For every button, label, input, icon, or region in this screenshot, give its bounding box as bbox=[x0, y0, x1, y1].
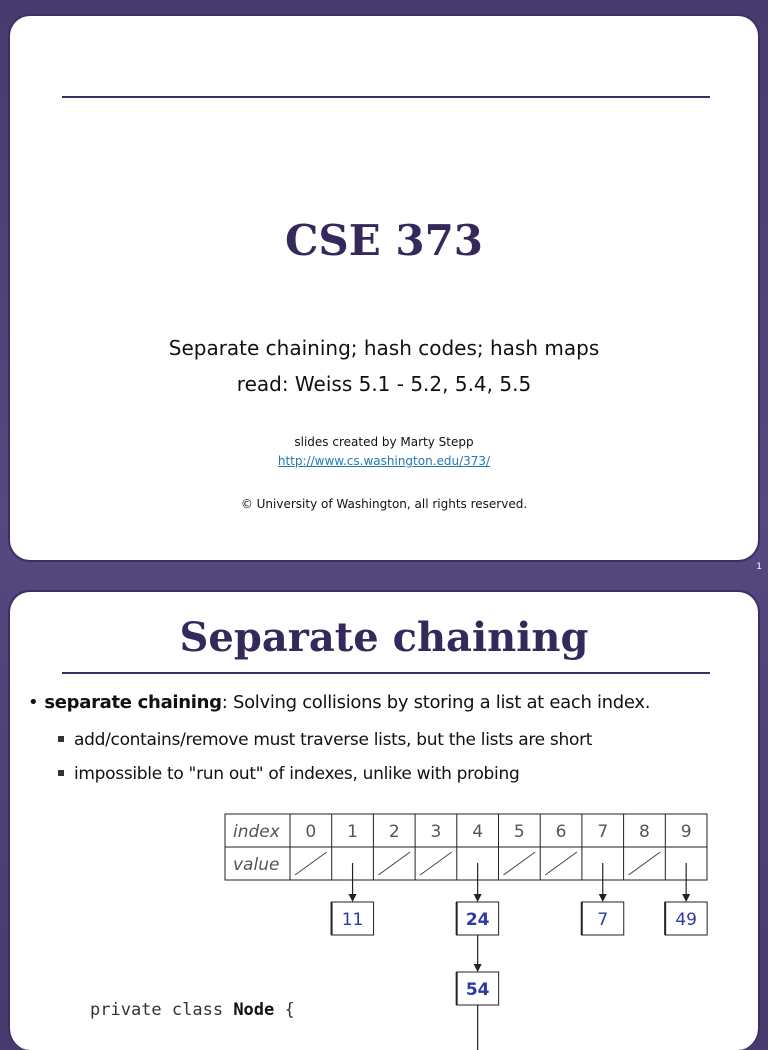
arrow-head-icon bbox=[474, 894, 482, 902]
index-cell: 2 bbox=[388, 822, 400, 842]
chain-node-value: 49 bbox=[675, 910, 697, 930]
index-cell: 1 bbox=[347, 822, 358, 842]
chain-node-value: 24 bbox=[465, 910, 490, 930]
index-cell: 6 bbox=[555, 822, 567, 842]
hash-table-diagram bbox=[10, 592, 760, 1050]
bullet-dot-icon: • bbox=[28, 692, 39, 713]
slide-title: Separate chaining bbox=[179, 614, 589, 661]
index-cell: 7 bbox=[597, 822, 609, 842]
definition-text: : Solving collisions by storing a list at each index. bbox=[221, 692, 651, 713]
node-class-code: private class Node { bbox=[90, 1000, 295, 1020]
slide-number: 1 bbox=[756, 562, 762, 572]
separate-chaining-slide bbox=[8, 590, 760, 1050]
author-credit: slides created by Marty Stepp bbox=[294, 435, 474, 449]
reading-assignment: read: Weiss 5.1 - 5.2, 5.4, 5.5 bbox=[236, 372, 532, 396]
term-bold: separate chaining bbox=[44, 692, 222, 713]
lecture-subtitle: Separate chaining; hash codes; hash maps bbox=[168, 336, 600, 360]
index-cell: 5 bbox=[513, 822, 525, 842]
title-slide bbox=[8, 14, 760, 562]
arrow-head-icon bbox=[474, 964, 482, 972]
index-cell: 4 bbox=[472, 822, 484, 842]
chain-node-value: 11 bbox=[341, 910, 364, 930]
index-cell: 8 bbox=[639, 822, 650, 842]
course-title: CSE 373 bbox=[284, 216, 484, 265]
copyright-notice: © University of Washington, all rights reserved. bbox=[240, 497, 528, 511]
title-rule bbox=[62, 96, 710, 98]
sub-bullet-text: add/contains/remove must traverse lists, but the lists are short bbox=[74, 730, 593, 750]
row-label-index: index bbox=[233, 822, 280, 842]
arrow-head-icon bbox=[682, 894, 690, 902]
index-cell: 0 bbox=[305, 822, 317, 842]
arrow-head-icon bbox=[349, 894, 357, 902]
chain-node-value: 7 bbox=[597, 910, 609, 930]
row-label-value: value bbox=[233, 855, 280, 875]
chain-node-value: 54 bbox=[465, 980, 490, 1000]
arrow-head-icon bbox=[599, 894, 607, 902]
index-cell: 3 bbox=[430, 822, 442, 842]
course-url-link[interactable]: http://www.cs.washington.edu/373/ bbox=[277, 454, 491, 468]
sub-bullet-text: impossible to "run out" of indexes, unlike with probing bbox=[74, 764, 520, 784]
index-cell: 9 bbox=[680, 822, 692, 842]
